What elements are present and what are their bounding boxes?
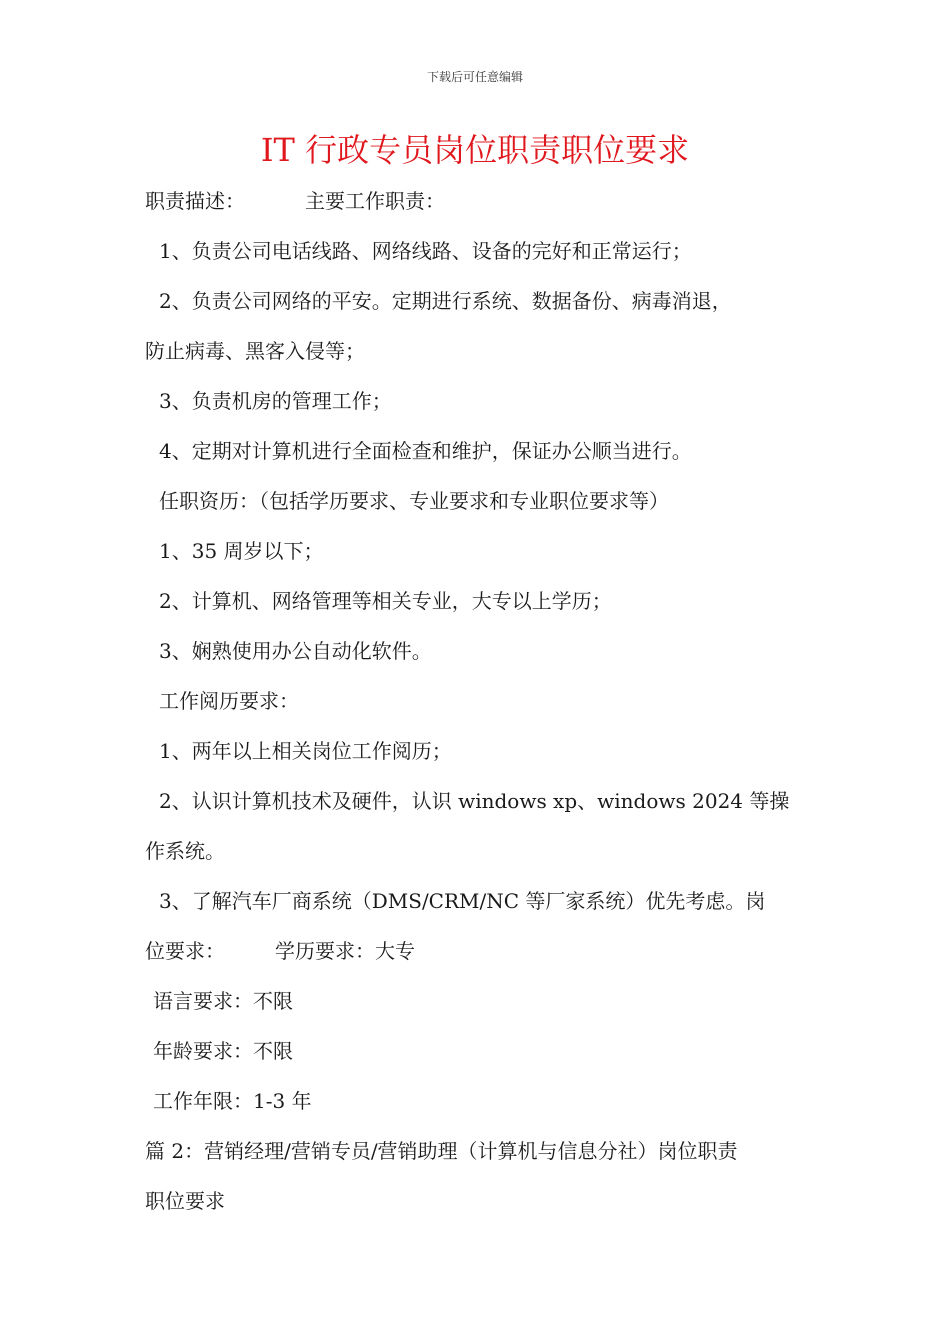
position-age: 年龄要求：不限 [153,1039,293,1063]
experience-item-2: 2、认识计算机技术及硬件，认识 windows xp、windows 2024 等操 [159,789,790,813]
document-title: IT 行政专员岗位职责职位要求 [260,131,690,169]
duty-item-3: 3、负责机房的管理工作； [159,389,392,413]
duty-item-4: 4、定期对计算机进行全面检查和维护，保证办公顺当进行。 [159,439,692,463]
qualifications-label: 任职资历：（包括学历要求、专业要求和专业职位要求等） [159,489,669,513]
qualification-item-3: 3、娴熟使用办公自动化软件。 [159,639,432,663]
duties-label: 职责描述： [145,189,245,213]
position-language: 语言要求：不限 [153,989,293,1013]
position-education: 学历要求：大专 [275,939,415,963]
next-article-title-cont: 职位要求 [145,1189,225,1213]
duties-sub-label: 主要工作职责： [305,189,445,213]
qualification-item-2: 2、计算机、网络管理等相关专业，大专以上学历； [159,589,612,613]
duties-heading-line [145,176,810,226]
position-heading-line [145,926,810,976]
duty-item-2-cont: 防止病毒、黑客入侵等； [145,339,365,363]
duty-item-1: 1、负责公司电话线路、网络线路、设备的完好和正常运行； [159,239,692,263]
next-article-title: 篇 2：营销经理/营销专员/营销助理（计算机与信息分社）岗位职责 [145,1139,738,1163]
position-label: 位要求： [145,939,225,963]
experience-item-2-cont: 作系统。 [145,839,225,863]
qualification-item-1: 1、35 周岁以下； [159,539,324,563]
experience-label: 工作阅历要求： [159,689,299,713]
experience-item-3: 3、了解汽车厂商系统（DMS/CRM/NC 等厂家系统）优先考虑。岗 [159,889,766,913]
header-note: 下载后可任意编辑 [426,70,523,84]
duty-item-2: 2、负责公司网络的平安。定期进行系统、数据备份、病毒消退， [159,289,732,313]
document-body [145,176,810,1226]
experience-item-1: 1、两年以上相关岗位工作阅历； [159,739,452,763]
position-years: 工作年限：1-3 年 [153,1089,312,1113]
